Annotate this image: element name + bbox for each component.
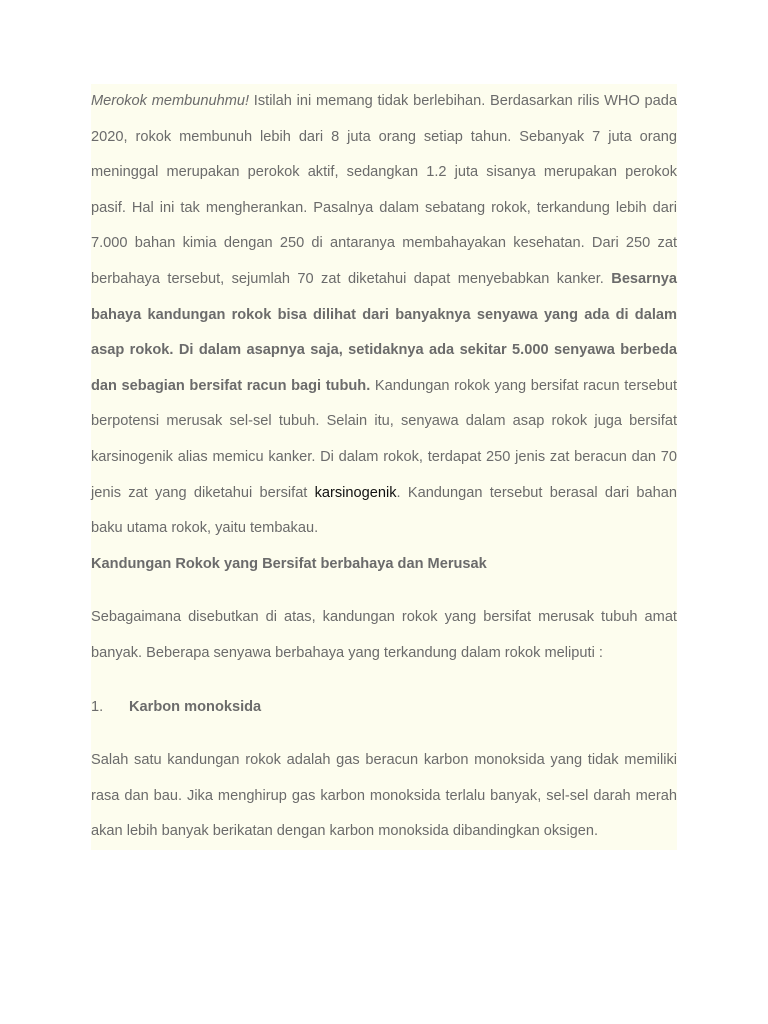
spacer (91, 582, 677, 600)
document-page (91, 84, 677, 850)
spacer (91, 672, 677, 690)
intro-paragraph (91, 84, 677, 547)
spacer (91, 725, 677, 743)
intro-block (91, 84, 677, 850)
term-link-karsinogenik[interactable]: karsinogenik (314, 484, 397, 501)
intro-text-2: Kandungan rokok yang bersifat racun tersebut berpotensi merusak sel-sel tubuh. Selain itu, senyawa dalam asap rokok juga bersifat karsinogenik alias memicu kanker. Di dalam rokok, terdapat 250 jenis zat beracun dan 70 jenis zat yang diketahui bersifat (91, 377, 678, 501)
section-heading: Kandungan Rokok yang Bersifat berbahaya dan Merusak (91, 555, 487, 572)
list-item-heading (91, 690, 677, 726)
list-item-body: Salah satu kandungan rokok adalah gas beracun karbon monoksida yang tidak memiliki rasa dan bau. Jika menghirup gas karbon monoksida terlalu banyak, sel-sel darah merah akan lebih banyak berikatan dengan karbon monoksida dibandingkan oksigen. (91, 752, 677, 840)
intro-text-1: Istilah ini memang tidak berlebihan. Berdasarkan rilis WHO pada 2020, rokok membunuh lebih dari 8 juta orang setiap tahun. Sebanyak 7 juta orang meninggal merupakan perokok aktif, sedangkan 1.2 juta sisanya merupakan perokok pasif. Hal ini tak mengherankan. Pasalnya dalam sebatang rokok, terkandung lebih dari 7.000 bahan kimia dengan 250 di antaranya membahayakan kesehatan. Dari 250 zat berbahaya tersebut, sejumlah 70 zat diketahui dapat menyebabkan kanker. (91, 93, 677, 287)
list-item-title: Karbon monoksida (129, 698, 262, 715)
section-intro-paragraph: Sebagaimana disebutkan di atas, kandungan rokok yang bersifat merusak tubuh amat banyak. Beberapa senyawa berbahaya yang terkandung dalam rokok meliputi : (91, 609, 677, 661)
intro-lead: Merokok membunuhmu! (91, 93, 250, 109)
list-item-number: 1. (91, 698, 104, 715)
intro-text-3: . Kandungan tersebut berasal dari bahan baku utama rokok, yaitu tembakau. (91, 484, 677, 537)
intro-bold-text: Besarnya bahaya kandungan rokok bisa dilihat dari banyaknya senyawa yang ada di dalam asap rokok. Di dalam asapnya saja, setidaknya ada sekitar 5.000 senyawa berbeda dan sebagian bersifat racun bagi tubuh. (91, 270, 677, 394)
